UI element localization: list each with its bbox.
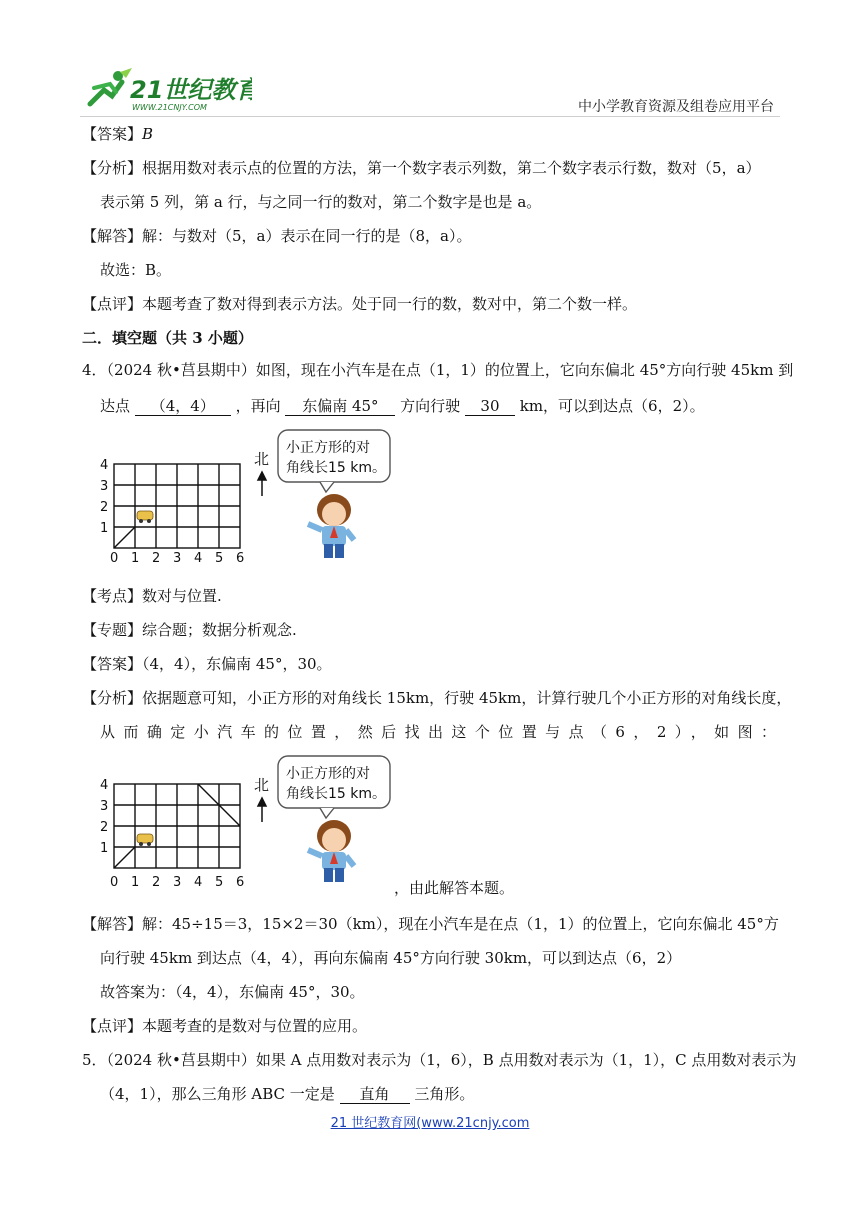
x-tick: 3 <box>173 551 182 564</box>
q3-analysis-line1: 【分析】根据用数对表示点的位置的方法，第一个数字表示列数，第二个数字表示行数，数对（5，a） <box>82 159 761 177</box>
x-tick: 1 <box>131 875 140 890</box>
x-tick: 0 <box>110 551 119 564</box>
bubble-line1: 小正方形的对 <box>286 766 370 782</box>
q4-blank-3: 30 <box>465 397 515 416</box>
x-tick: 3 <box>173 875 182 890</box>
q4-analysis-line3: ，由此解答本题。 <box>394 879 515 897</box>
section-title: 二．填空题（共 3 小题） <box>82 329 253 347</box>
y-tick: 4 <box>100 458 109 473</box>
car-icon <box>137 834 153 846</box>
q4-blank-1: （4，4） <box>135 397 231 416</box>
logo-text: 21世纪教育 <box>130 76 252 104</box>
y-tick: 1 <box>100 841 109 856</box>
bubble-line2: 角线长15 km。 <box>286 786 387 802</box>
x-tick: 6 <box>236 875 245 890</box>
header-divider <box>80 116 780 117</box>
q4-analysis-line1: 【分析】依据题意可知，小正方形的对角线长 15km，行驶 45km，计算行驶几个小正方形的对角线长度， <box>82 689 792 707</box>
x-tick: 0 <box>110 875 119 890</box>
y-tick: 2 <box>100 820 109 835</box>
q4-solution-line1: 【解答】解：45÷15＝3，15×2＝30（km），现在小汽车是在点（1，1）的位置上，它向东偏北 45°方 <box>82 915 779 933</box>
q3-answer: 【答案】B <box>82 125 154 143</box>
logo-url: WWW.21CNJY.COM <box>132 103 207 112</box>
y-tick: 4 <box>100 778 109 793</box>
platform-title: 中小学教育资源及组卷应用平台 <box>578 99 774 115</box>
q4-kaodian: 【考点】数对与位置. <box>82 587 222 605</box>
x-tick: 1 <box>131 551 140 564</box>
x-tick: 4 <box>194 551 203 564</box>
x-tick: 2 <box>152 875 161 890</box>
x-tick: 5 <box>215 875 224 890</box>
coordinate-grid-figure-1 <box>96 454 252 564</box>
q3-comment: 【点评】本题考查了数对得到表示方法。处于同一行的数，数对中，第二个数一样。 <box>82 295 638 313</box>
q3-solution-line1: 【解答】解：与数对（5，a）表示在同一行的是（8，a）。 <box>82 227 472 245</box>
footer-link[interactable]: 21 世纪教育网(www.21cnjy.com <box>330 1116 530 1131</box>
hint-bubble-figure-1 <box>250 426 400 566</box>
q4-stem-line1: 4．（2024 秋•莒县期中）如图，现在小汽车是在点（1，1）的位置上，它向东偏北 45°方向行驶 45km 到 <box>82 361 794 379</box>
q4-stem-line2: 达点 （4，4） ，再向 东偏南 45° 方向行驶 30 km，可以到达点（6，2）。 <box>100 397 705 415</box>
north-arrow-icon <box>258 798 266 822</box>
runner-icon <box>90 68 132 104</box>
x-tick: 6 <box>236 551 245 564</box>
y-tick: 2 <box>100 500 109 515</box>
q4-zhuanti: 【专题】综合题；数据分析观念. <box>82 621 297 639</box>
y-tick: 1 <box>100 521 109 536</box>
north-label: 北 <box>254 776 270 794</box>
coordinate-grid-figure-2 <box>96 774 252 890</box>
boy-illustration-icon <box>308 820 354 882</box>
q3-analysis-line2: 表示第 5 列，第 a 行，与之同一行的数对，第二个数字是也是 a。 <box>100 193 542 211</box>
x-tick: 4 <box>194 875 203 890</box>
q4-answer: 【答案】（4，4），东偏南 45°，30。 <box>82 655 332 673</box>
boy-illustration-icon <box>308 494 354 558</box>
site-logo <box>82 66 252 114</box>
hint-bubble-figure-2 <box>250 746 400 886</box>
q4-solution-line3: 故答案为：（4，4），东偏南 45°，30。 <box>100 983 365 1001</box>
x-tick: 5 <box>215 551 224 564</box>
q4-blank-2: 东偏南 45° <box>285 397 395 416</box>
q3-solution-line2: 故选：B。 <box>100 261 172 279</box>
bubble-line2: 角线长15 km。 <box>286 460 387 476</box>
q4-analysis-line2: 从而确定小汽车的位置，然后找出这个位置与点（6，2），如图： <box>100 723 776 741</box>
q4-solution-line2: 向行驶 45km 到达点（4，4），再向东偏南 45°方向行驶 30km，可以到达点（6，2） <box>100 949 682 967</box>
north-label: 北 <box>254 450 270 468</box>
car-icon <box>137 511 153 523</box>
q5-blank: 直角 <box>340 1085 410 1104</box>
north-arrow-icon <box>258 472 266 496</box>
y-tick: 3 <box>100 479 109 494</box>
y-tick: 3 <box>100 799 109 814</box>
x-tick: 2 <box>152 551 161 564</box>
q5-stem-line1: 5．（2024 秋•莒县期中）如果 A 点用数对表示为（1，6），B 点用数对表示为（1，1），C 点用数对表示为 <box>82 1051 797 1069</box>
q5-stem-line2: （4，1），那么三角形 ABC 一定是 直角 三角形。 <box>100 1085 475 1103</box>
bubble-line1: 小正方形的对 <box>286 440 370 456</box>
q4-comment: 【点评】本题考查的是数对与位置的应用。 <box>82 1017 368 1035</box>
